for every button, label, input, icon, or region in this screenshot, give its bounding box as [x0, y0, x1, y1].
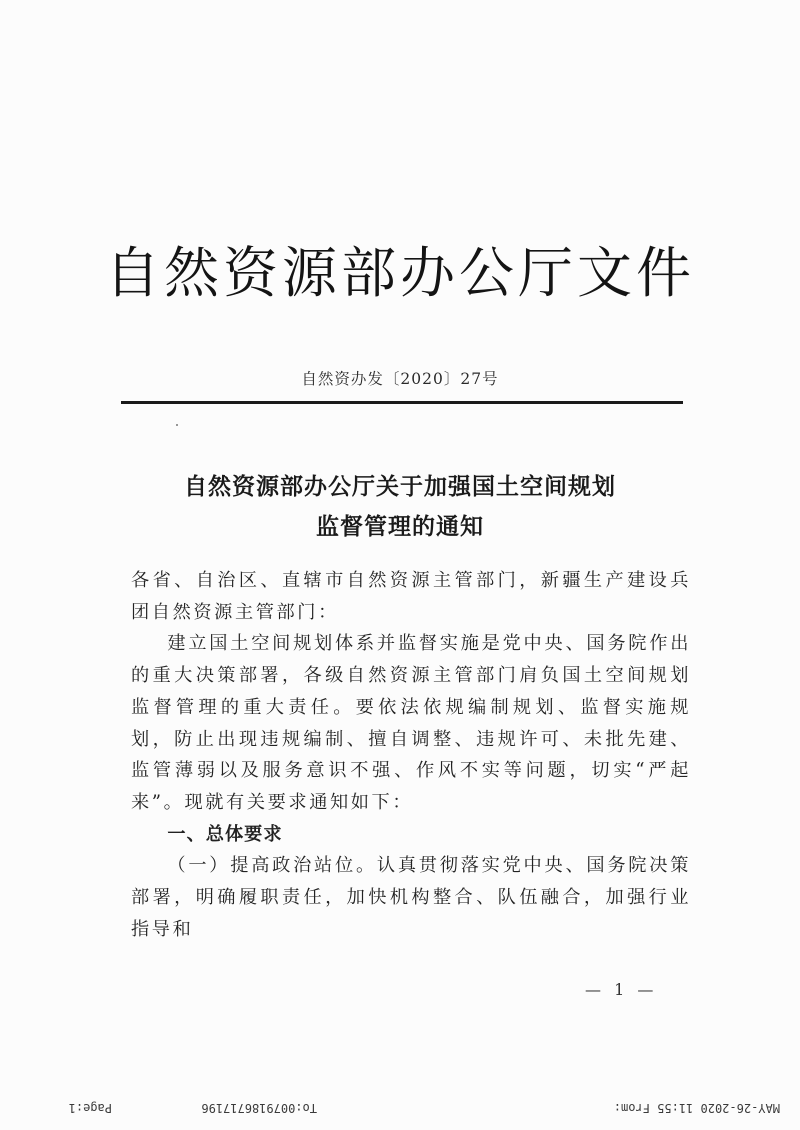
intro-paragraph: 建立国土空间规划体系并监督实施是党中央、国务院作出的重大决策部署，各级自然资源主管部门肩负国土空间规划监督管理的重大责任。要依法依规编制规划、监督实施规划，防止出现违规编制、擅自调整、违规许可、未批先建、监管薄弱以及服务意识不强、作风不实等问题，切实“严起来”。现就有关要求通知如下： [131, 633, 691, 813]
title-line-2: 监督管理的通知 [316, 514, 484, 540]
scan-speck [176, 424, 178, 426]
fax-page-count: Page:1 [68, 1101, 112, 1115]
page-number: — 1 — [585, 980, 658, 999]
section-1-item-1: （一）提高政治站位。认真贯彻落实党中央、国务院决策部署，明确履职责任，加快机构整合、队伍融合，加强行业指导和 [131, 855, 691, 940]
fax-transmission-header [0, 1096, 800, 1120]
section-heading-1: 一、总体要求 [167, 823, 283, 845]
title-line-1: 自然资源部办公厅关于加强国土空间规划 [184, 474, 616, 500]
document-body [131, 565, 691, 945]
fax-date-from: MAY-26-2020 11:55 From: [613, 1101, 780, 1115]
header-divider-rule [121, 401, 683, 404]
addressee: 各省、自治区、直辖市自然资源主管部门，新疆生产建设兵团自然资源主管部门： [131, 570, 691, 623]
document-number: 自然资办发〔2020〕27号 [301, 370, 499, 388]
document-title [0, 467, 800, 547]
fax-to-number: To:0079186717196 [201, 1101, 317, 1115]
issuer-header: 自然资源部办公厅文件 [104, 241, 695, 305]
